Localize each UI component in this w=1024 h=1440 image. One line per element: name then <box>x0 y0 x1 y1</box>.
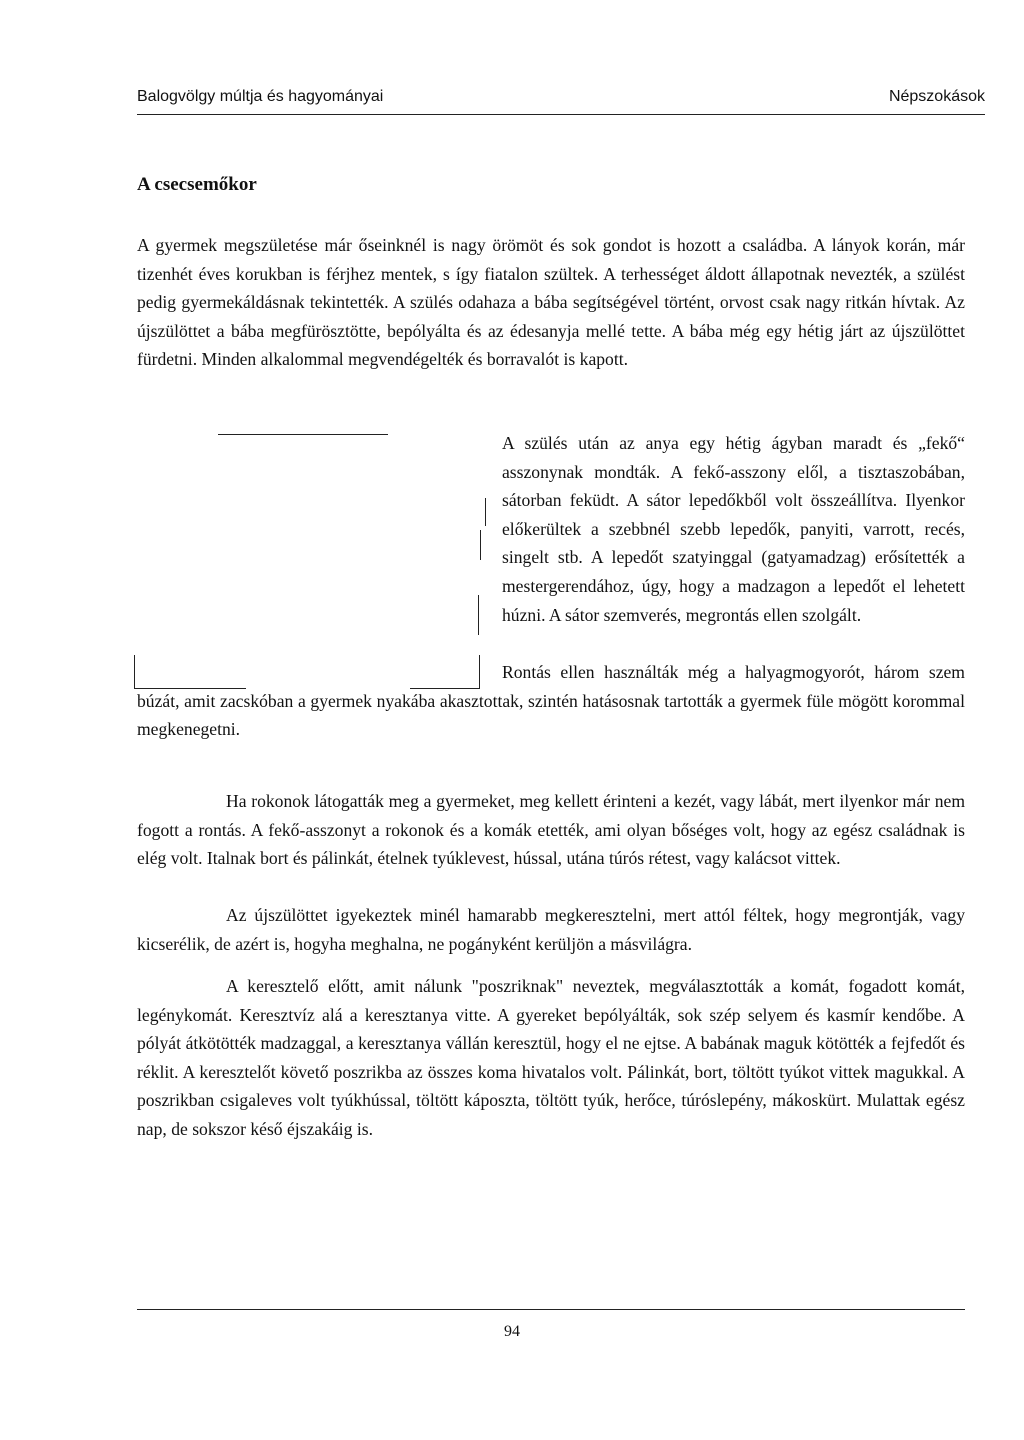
frame-top-rule <box>218 434 388 435</box>
paragraph-3: Ha rokonok látogatták meg a gyermeket, meg kellett érinteni a kezét, vagy lábát, mert ilyenkor már nem fogott a rontás. A fekő-asszonyt a rokonok és a komák etették, ami olyan bőséges volt, hogy az egész családnak is elég volt. Italnak bort és pálinkát, ételnek tyúklevest, hússal, utána túrós rétest, vagy kalácsot vittek. <box>137 791 965 869</box>
header-chapter-title: Népszokások <box>888 88 985 105</box>
section-title: A csecsemőkor <box>137 174 257 195</box>
frame-right-tick-1 <box>485 498 486 526</box>
paragraph-4: Az újszülöttet igyekeztek minél hamarabb megkeresztelni, mert attól féltek, hogy megrontják, vagy kicserélik, de azért is, hogyha meghalna, ne pogányként kerüljön a másvilágra. <box>137 905 965 954</box>
header-rule <box>137 114 985 115</box>
running-header <box>137 88 985 118</box>
paragraph-1: A gyermek megszületése már őseinknél is nagy örömöt és sok gondot is hozott a családba. A lányok korán, már tizenhét éves korukban is férjhez mentek, s így fiatalon szültek. A terhességet áldott állapotnak nevezték, a szülést pedig gyermekáldásnak tekintették. A szülés odahaza a bába segítségével történt, orvost csak nagy ritkán hívtak. Az újszülöttet a bába megfürösztötte, bepólyálta és az édesanyja mellé tette. A bába még egy hétig járt az újszülöttet fürdetni. Minden alkalommal megvendégelték és borravalót is kapott. <box>137 235 965 370</box>
frame-right-tick-3 <box>478 595 479 635</box>
paragraph-2-beside-image: A szülés után az anya egy hétig ágyban maradt és „fekő“ asszonynak mondták. A fekő-asszony elől, a tisztaszobában, sátorban feküdt. A sátor lepedőkből volt összeállítva. Ilyenkor előkerültek a szebbnél szebb lepedők, panyiti, varrott, recés, singelt stb. A lepedőt szatyinggal (gatyamadzag) erősítették a mestergerendához, úgy, hogy a madzagon a lepedőt el lehetett húzni. A sátor szemverés, megrontás ellen szolgált. <box>502 433 965 625</box>
paragraph-5: A keresztelő előtt, amit nálunk "poszriknak" neveztek, megválasztották a komát, fogadott komát, legénykomát. Keresztvíz alá a keresztanya vitte. A gyereket bepólyálták, sok szép selyem és kasmír kendőbe. A pólyát átkötötték madzaggal, a keresztanya vállán keresztül, hogy el ne ejtse. A babának maguk kötötték a fejfedőt és réklit. A keresztelőt követő poszrikba az összes koma hivatalos volt. Pálinkát, bort, töltött tyúkot vittek magukkal. A poszrikban csigaleves volt tyúkhússal, töltött káposzta, töltött tyúk, herőce, túróslepény, mákoskürt. Mulattak egész nap, de sokszor késő éjszakáig is. <box>137 976 965 1139</box>
footer-rule <box>137 1309 965 1310</box>
frame-left-edge <box>134 655 135 689</box>
page-number: 94 <box>504 1323 520 1340</box>
frame-right-tick-2 <box>480 530 481 560</box>
header-book-title: Balogvölgy múltja és hagyományai <box>137 88 384 105</box>
paragraph-2-continued: Rontás ellen használták még a halyagmogyorót, három szem búzát, amit zacskóban a gyermek nyakába akasztottak, szintén hatásosnak tartották a gyermek füle mögött korommal megkenegetni. <box>137 662 965 740</box>
